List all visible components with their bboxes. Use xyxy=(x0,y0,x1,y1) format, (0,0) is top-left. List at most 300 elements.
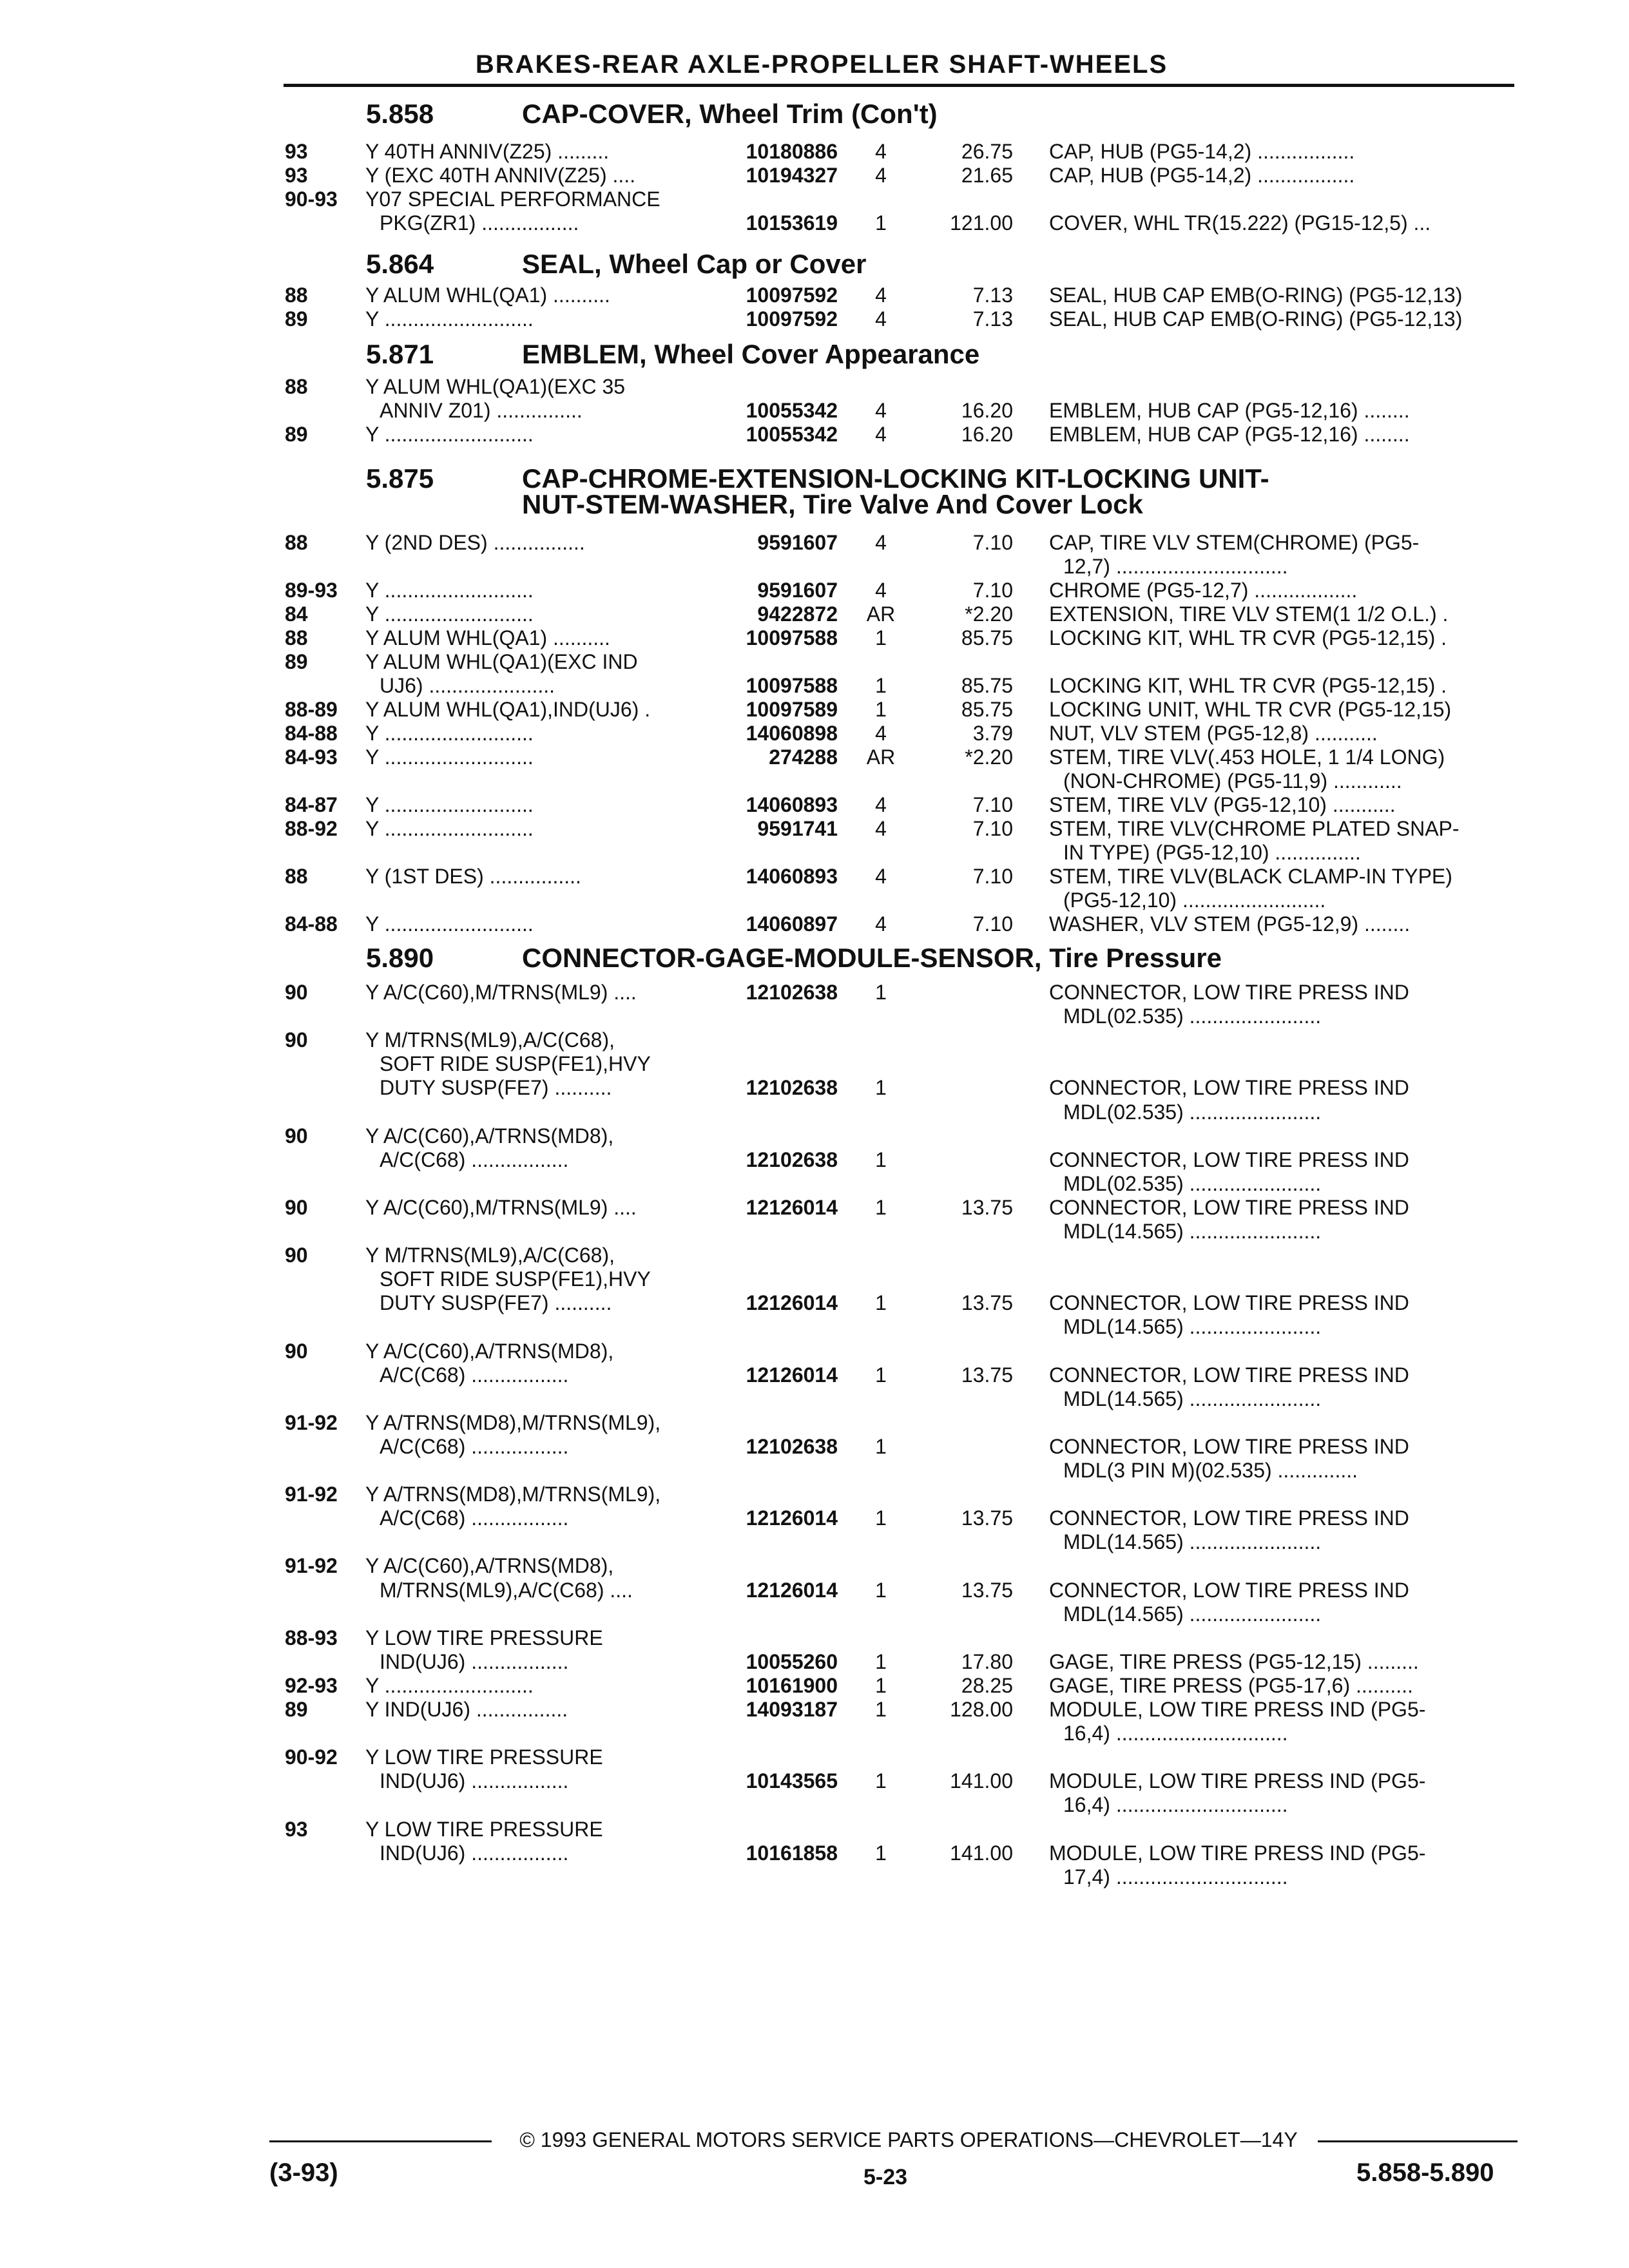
quantity: 1 xyxy=(875,1148,887,1171)
table-row xyxy=(0,697,1629,722)
component-description: CONNECTOR, LOW TIRE PRESS IND xyxy=(1049,1435,1409,1458)
table-row xyxy=(0,1266,1629,1292)
table-row xyxy=(0,887,1629,913)
component-description: MDL(02.535) ....................... xyxy=(1063,1004,1322,1028)
price: 141.00 xyxy=(950,1769,1013,1792)
part-number: 10097592 xyxy=(746,284,838,307)
model-year: 93 xyxy=(285,140,308,163)
application-description: Y .......................... xyxy=(365,793,534,816)
price: 7.10 xyxy=(972,793,1013,816)
model-year: 90 xyxy=(285,1196,308,1219)
section-heading xyxy=(0,338,1629,370)
component-description: CAP, HUB (PG5-14,2) ................. xyxy=(1049,164,1355,187)
model-year: 88 xyxy=(285,531,308,554)
application-description: M/TRNS(ML9),A/C(C68) .... xyxy=(380,1579,633,1602)
section-title: CAP-COVER, Wheel Trim (Con't) xyxy=(522,99,938,129)
component-description: IN TYPE) (PG5-12,10) ............... xyxy=(1063,841,1361,864)
section-number: 5.864 xyxy=(366,249,434,279)
model-year: 84-88 xyxy=(285,722,338,745)
price: 7.10 xyxy=(972,865,1013,888)
part-number: 12126014 xyxy=(746,1363,838,1387)
table-row xyxy=(0,1242,1629,1268)
model-year: 84-93 xyxy=(285,745,338,769)
table-row xyxy=(0,139,1629,164)
component-description: EXTENSION, TIRE VLV STEM(1 1/2 O.L.) . xyxy=(1049,602,1449,626)
table-row xyxy=(0,1051,1629,1077)
part-number: 9591607 xyxy=(757,579,838,602)
application-description: Y LOW TIRE PRESSURE xyxy=(365,1626,603,1649)
table-row xyxy=(0,1171,1629,1196)
application-description: Y ALUM WHL(QA1) .......... xyxy=(365,284,610,307)
table-row xyxy=(0,398,1629,423)
quantity: 1 xyxy=(875,626,887,649)
quantity: 4 xyxy=(875,284,887,307)
section-heading-continued xyxy=(0,488,1629,521)
table-row xyxy=(0,1625,1629,1651)
part-number: 14093187 xyxy=(746,1698,838,1721)
component-description: LOCKING KIT, WHL TR CVR (PG5-12,15) . xyxy=(1049,674,1447,697)
model-year: 91-92 xyxy=(285,1483,338,1506)
application-description: Y .......................... xyxy=(365,1674,534,1697)
table-row xyxy=(0,1147,1629,1173)
price: 7.10 xyxy=(972,579,1013,602)
price: 16.20 xyxy=(961,399,1013,422)
price: 128.00 xyxy=(950,1698,1013,1721)
application-description: Y (EXC 40TH ANNIV(Z25) .... xyxy=(365,164,636,187)
table-row xyxy=(0,1768,1629,1794)
table-row xyxy=(0,553,1629,579)
model-year: 88 xyxy=(285,626,308,649)
part-number: 274288 xyxy=(769,745,838,769)
section-title: CAP-CHROME-EXTENSION-LOCKING KIT-LOCKING UNIT- xyxy=(522,463,1269,494)
component-description: CONNECTOR, LOW TIRE PRESS IND xyxy=(1049,1196,1409,1219)
table-row xyxy=(0,1003,1629,1029)
component-description: EMBLEM, HUB CAP (PG5-12,16) ........ xyxy=(1049,423,1410,446)
section-title: CONNECTOR-GAGE-MODULE-SENSOR, Tire Pressure xyxy=(522,943,1222,973)
part-number: 10153619 xyxy=(746,211,838,235)
table-row xyxy=(0,1673,1629,1698)
model-year: 88-93 xyxy=(285,1626,338,1649)
revision-date: (3-93) xyxy=(269,2158,338,2187)
component-description: CONNECTOR, LOW TIRE PRESS IND xyxy=(1049,1291,1409,1314)
component-description: MDL(02.535) ....................... xyxy=(1063,1100,1322,1124)
component-description: MDL(14.565) ....................... xyxy=(1063,1315,1322,1338)
quantity: 1 xyxy=(875,1076,887,1099)
section-range: 5.858-5.890 xyxy=(1356,2158,1494,2187)
application-description: Y ALUM WHL(QA1),IND(UJ6) . xyxy=(365,698,651,721)
application-description: PKG(ZR1) ................. xyxy=(380,211,579,235)
part-number: 10097588 xyxy=(746,626,838,649)
price: 26.75 xyxy=(961,140,1013,163)
price: 85.75 xyxy=(961,674,1013,697)
application-description: Y M/TRNS(ML9),A/C(C68), xyxy=(365,1028,615,1052)
table-row xyxy=(0,1218,1629,1244)
table-row xyxy=(0,1481,1629,1507)
application-description: Y 40TH ANNIV(Z25) ......... xyxy=(365,140,610,163)
price: 7.10 xyxy=(972,912,1013,936)
section-number: 5.890 xyxy=(366,943,434,973)
application-description: Y .......................... xyxy=(365,602,534,626)
quantity: AR xyxy=(866,602,896,626)
part-number: 14060893 xyxy=(746,793,838,816)
quantity: 4 xyxy=(875,140,887,163)
application-description: UJ6) ...................... xyxy=(380,674,555,697)
price: 85.75 xyxy=(961,698,1013,721)
application-description: A/C(C68) ................. xyxy=(380,1506,569,1530)
model-year: 91-92 xyxy=(285,1411,338,1434)
quantity: 1 xyxy=(875,1841,887,1865)
part-number: 14060897 xyxy=(746,912,838,936)
quantity: 4 xyxy=(875,912,887,936)
table-row xyxy=(0,577,1629,603)
table-row xyxy=(0,282,1629,308)
component-description: CONNECTOR, LOW TIRE PRESS IND xyxy=(1049,1506,1409,1530)
quantity: 1 xyxy=(875,1291,887,1314)
section-heading xyxy=(0,248,1629,280)
part-number: 12126014 xyxy=(746,1196,838,1219)
model-year: 90 xyxy=(285,981,308,1004)
component-description: MODULE, LOW TIRE PRESS IND (PG5- xyxy=(1049,1698,1426,1721)
component-description: CHROME (PG5-12,7) .................. xyxy=(1049,579,1358,602)
application-description: Y07 SPECIAL PERFORMANCE xyxy=(365,187,660,211)
component-description: SEAL, HUB CAP EMB(O-RING) (PG5-12,13) xyxy=(1049,284,1463,307)
section-title: EMBLEM, Wheel Cover Appearance xyxy=(522,339,980,369)
table-row xyxy=(0,1338,1629,1364)
quantity: 1 xyxy=(875,211,887,235)
model-year: 89 xyxy=(285,650,308,673)
table-row xyxy=(0,840,1629,865)
table-row xyxy=(0,1457,1629,1483)
component-description: COVER, WHL TR(15.222) (PG15-12,5) ... xyxy=(1049,211,1431,235)
table-row xyxy=(0,1195,1629,1220)
price: 7.13 xyxy=(972,307,1013,331)
application-description: SOFT RIDE SUSP(FE1),HVY xyxy=(380,1052,651,1075)
component-description: MDL(14.565) ....................... xyxy=(1063,1220,1322,1243)
table-row xyxy=(0,306,1629,332)
component-description: 12,7) .............................. xyxy=(1063,555,1288,578)
application-description: Y .......................... xyxy=(365,817,534,840)
component-description: MDL(3 PIN M)(02.535) .............. xyxy=(1063,1459,1358,1482)
price: 17.80 xyxy=(961,1650,1013,1673)
quantity: 1 xyxy=(875,1698,887,1721)
application-description: SOFT RIDE SUSP(FE1),HVY xyxy=(380,1267,651,1291)
component-description: (PG5-12,10) ......................... xyxy=(1063,889,1326,912)
component-description: CONNECTOR, LOW TIRE PRESS IND xyxy=(1049,1579,1409,1602)
quantity: 1 xyxy=(875,698,887,721)
component-description: SEAL, HUB CAP EMB(O-RING) (PG5-12,13) xyxy=(1049,307,1463,331)
price: 13.75 xyxy=(961,1291,1013,1314)
price: *2.20 xyxy=(965,602,1013,626)
footer-rule-right xyxy=(1318,2140,1518,2142)
table-row xyxy=(0,1816,1629,1842)
component-description: EMBLEM, HUB CAP (PG5-12,16) ........ xyxy=(1049,399,1410,422)
price: 16.20 xyxy=(961,423,1013,446)
application-description: Y ALUM WHL(QA1)(EXC 35 xyxy=(365,375,626,398)
application-description: IND(UJ6) ................. xyxy=(380,1769,569,1792)
table-row xyxy=(0,530,1629,555)
model-year: 88 xyxy=(285,375,308,398)
part-number: 10194327 xyxy=(746,164,838,187)
price: 13.75 xyxy=(961,1506,1013,1530)
application-description: Y A/TRNS(MD8),M/TRNS(ML9), xyxy=(365,1483,661,1506)
section-heading xyxy=(0,98,1629,130)
price: 141.00 xyxy=(950,1841,1013,1865)
table-row xyxy=(0,649,1629,675)
part-number: 14060898 xyxy=(746,722,838,745)
application-description: DUTY SUSP(FE7) .......... xyxy=(380,1076,612,1099)
component-description: STEM, TIRE VLV(BLACK CLAMP-IN TYPE) xyxy=(1049,865,1452,888)
table-row xyxy=(0,720,1629,746)
component-description: MDL(02.535) ....................... xyxy=(1063,1172,1322,1195)
model-year: 92-93 xyxy=(285,1674,338,1697)
price: 85.75 xyxy=(961,626,1013,649)
page-number: 5-23 xyxy=(863,2165,908,2189)
part-number: 10097592 xyxy=(746,307,838,331)
application-description: Y .......................... xyxy=(365,745,534,769)
model-year: 89 xyxy=(285,1698,308,1721)
part-number: 10143565 xyxy=(746,1769,838,1792)
table-row xyxy=(0,768,1629,794)
component-description: STEM, TIRE VLV (PG5-12,10) ........... xyxy=(1049,793,1396,816)
table-row xyxy=(0,1649,1629,1675)
table-row xyxy=(0,1290,1629,1316)
component-description: CAP, TIRE VLV STEM(CHROME) (PG5- xyxy=(1049,531,1420,554)
application-description: Y LOW TIRE PRESSURE xyxy=(365,1745,603,1769)
component-description: 16,4) .............................. xyxy=(1063,1793,1288,1816)
application-description: IND(UJ6) ................. xyxy=(380,1841,569,1865)
application-description: Y A/C(C60),A/TRNS(MD8), xyxy=(365,1340,614,1363)
table-row xyxy=(0,1864,1629,1890)
quantity: 1 xyxy=(875,1650,887,1673)
part-number: 10180886 xyxy=(746,140,838,163)
table-row xyxy=(0,1553,1629,1579)
table-row xyxy=(0,673,1629,698)
section-title-line2: NUT-STEM-WASHER, Tire Valve And Cover Lock xyxy=(522,489,1143,519)
section-number: 5.871 xyxy=(366,339,434,369)
quantity: 1 xyxy=(875,1363,887,1387)
part-number: 12102638 xyxy=(746,1076,838,1099)
price: *2.20 xyxy=(965,745,1013,769)
table-row xyxy=(0,1410,1629,1436)
price: 3.79 xyxy=(972,722,1013,745)
part-number: 12126014 xyxy=(746,1506,838,1530)
model-year: 93 xyxy=(285,164,308,187)
component-description: MDL(14.565) ....................... xyxy=(1063,1530,1322,1553)
component-description: NUT, VLV STEM (PG5-12,8) ........... xyxy=(1049,722,1378,745)
model-year: 88-92 xyxy=(285,817,338,840)
part-number: 10097589 xyxy=(746,698,838,721)
table-row xyxy=(0,911,1629,937)
part-number: 10161858 xyxy=(746,1841,838,1865)
quantity: 4 xyxy=(875,164,887,187)
component-description: STEM, TIRE VLV(.453 HOLE, 1 1/4 LONG) xyxy=(1049,745,1445,769)
application-description: Y IND(UJ6) ................ xyxy=(365,1698,568,1721)
page-header-title: BRAKES-REAR AXLE-PROPELLER SHAFT-WHEELS xyxy=(475,50,1168,79)
price: 13.75 xyxy=(961,1579,1013,1602)
table-row xyxy=(0,1577,1629,1603)
component-description: MODULE, LOW TIRE PRESS IND (PG5- xyxy=(1049,1769,1426,1792)
model-year: 89 xyxy=(285,423,308,446)
part-number: 9591741 xyxy=(757,817,838,840)
application-description: Y M/TRNS(ML9),A/C(C68), xyxy=(365,1244,615,1267)
model-year: 90 xyxy=(285,1244,308,1267)
part-number: 10055260 xyxy=(746,1650,838,1673)
quantity: 1 xyxy=(875,1769,887,1792)
model-year: 88 xyxy=(285,865,308,888)
model-year: 93 xyxy=(285,1818,308,1841)
component-description: GAGE, TIRE PRESS (PG5-17,6) .......... xyxy=(1049,1674,1413,1697)
application-description: Y A/C(C60),M/TRNS(ML9) .... xyxy=(365,1196,637,1219)
price: 121.00 xyxy=(950,211,1013,235)
application-description: Y (2ND DES) ................ xyxy=(365,531,585,554)
quantity: 4 xyxy=(875,865,887,888)
part-number: 12102638 xyxy=(746,1435,838,1458)
quantity: 4 xyxy=(875,423,887,446)
table-row xyxy=(0,1720,1629,1746)
component-description: (NON-CHROME) (PG5-11,9) ............ xyxy=(1063,769,1402,793)
price: 7.13 xyxy=(972,284,1013,307)
price: 13.75 xyxy=(961,1363,1013,1387)
application-description: ANNIV Z01) ............... xyxy=(380,399,583,422)
component-description: CONNECTOR, LOW TIRE PRESS IND xyxy=(1049,1148,1409,1171)
table-row xyxy=(0,1601,1629,1627)
application-description: IND(UJ6) ................. xyxy=(380,1650,569,1673)
table-row xyxy=(0,1075,1629,1100)
table-row xyxy=(0,186,1629,212)
section-heading xyxy=(0,942,1629,974)
quantity: 4 xyxy=(875,579,887,602)
quantity: 1 xyxy=(875,1579,887,1602)
quantity: 1 xyxy=(875,1506,887,1530)
application-description: Y .......................... xyxy=(365,579,534,602)
table-row xyxy=(0,421,1629,447)
model-year: 88 xyxy=(285,284,308,307)
part-number: 10055342 xyxy=(746,423,838,446)
quantity: 1 xyxy=(875,674,887,697)
application-description: Y A/C(C60),A/TRNS(MD8), xyxy=(365,1124,614,1148)
application-description: DUTY SUSP(FE7) .......... xyxy=(380,1291,612,1314)
header-rule xyxy=(284,84,1514,87)
price: 13.75 xyxy=(961,1196,1013,1219)
application-description: Y .......................... xyxy=(365,307,534,331)
copyright-note: © 1993 GENERAL MOTORS SERVICE PARTS OPERATIONS—CHEVROLET—14Y xyxy=(519,2128,1298,2151)
part-number: 12126014 xyxy=(746,1291,838,1314)
quantity: 4 xyxy=(875,307,887,331)
application-description: Y A/C(C60),M/TRNS(ML9) .... xyxy=(365,981,637,1004)
table-row xyxy=(0,1386,1629,1412)
application-description: Y ALUM WHL(QA1) .......... xyxy=(365,626,610,649)
part-number: 9422872 xyxy=(757,602,838,626)
table-row xyxy=(0,744,1629,770)
component-description: CONNECTOR, LOW TIRE PRESS IND xyxy=(1049,1363,1409,1387)
table-row xyxy=(0,1792,1629,1818)
table-row xyxy=(0,601,1629,627)
table-row xyxy=(0,1744,1629,1770)
part-number: 12102638 xyxy=(746,981,838,1004)
quantity: 1 xyxy=(875,1196,887,1219)
model-year: 90-93 xyxy=(285,187,338,211)
model-year: 84-88 xyxy=(285,912,338,936)
application-description: Y A/TRNS(MD8),M/TRNS(ML9), xyxy=(365,1411,661,1434)
table-row xyxy=(0,210,1629,236)
component-description: CAP, HUB (PG5-14,2) ................. xyxy=(1049,140,1355,163)
table-row xyxy=(0,816,1629,841)
application-description: A/C(C68) ................. xyxy=(380,1363,569,1387)
model-year: 89 xyxy=(285,307,308,331)
model-year: 90-92 xyxy=(285,1745,338,1769)
component-description: LOCKING KIT, WHL TR CVR (PG5-12,15) . xyxy=(1049,626,1447,649)
model-year: 84 xyxy=(285,602,308,626)
application-description: A/C(C68) ................. xyxy=(380,1148,569,1171)
application-description: Y ALUM WHL(QA1)(EXC IND xyxy=(365,650,638,673)
component-description: GAGE, TIRE PRESS (PG5-12,15) ......... xyxy=(1049,1650,1419,1673)
table-row xyxy=(0,1434,1629,1459)
component-description: MDL(14.565) ....................... xyxy=(1063,1602,1322,1626)
price: 28.25 xyxy=(961,1674,1013,1697)
part-number: 10161900 xyxy=(746,1674,838,1697)
footer-rule-left xyxy=(269,2140,492,2142)
quantity: 1 xyxy=(875,1435,887,1458)
table-row xyxy=(0,1696,1629,1722)
quantity: 4 xyxy=(875,793,887,816)
table-row xyxy=(0,979,1629,1005)
model-year: 91-92 xyxy=(285,1554,338,1577)
model-year: 90 xyxy=(285,1028,308,1052)
table-row xyxy=(0,1840,1629,1866)
table-row xyxy=(0,1099,1629,1125)
application-description: Y .......................... xyxy=(365,912,534,936)
component-description: MODULE, LOW TIRE PRESS IND (PG5- xyxy=(1049,1841,1426,1865)
application-description: Y LOW TIRE PRESSURE xyxy=(365,1818,603,1841)
application-description: A/C(C68) ................. xyxy=(380,1435,569,1458)
application-description: Y A/C(C60),A/TRNS(MD8), xyxy=(365,1554,614,1577)
part-number: 14060893 xyxy=(746,865,838,888)
table-row xyxy=(0,1505,1629,1531)
price: 7.10 xyxy=(972,531,1013,554)
component-description: WASHER, VLV STEM (PG5-12,9) ........ xyxy=(1049,912,1411,936)
section-title: SEAL, Wheel Cap or Cover xyxy=(522,249,867,279)
part-number: 9591607 xyxy=(757,531,838,554)
section-number: 5.875 xyxy=(366,463,434,494)
application-description: Y (1ST DES) ................ xyxy=(365,865,581,888)
quantity: 1 xyxy=(875,981,887,1004)
component-description: MDL(14.565) ....................... xyxy=(1063,1387,1322,1410)
component-description: CONNECTOR, LOW TIRE PRESS IND xyxy=(1049,1076,1409,1099)
price: 21.65 xyxy=(961,164,1013,187)
table-row xyxy=(0,625,1629,651)
component-description: LOCKING UNIT, WHL TR CVR (PG5-12,15) xyxy=(1049,698,1452,721)
table-row xyxy=(0,1529,1629,1555)
model-year: 89-93 xyxy=(285,579,338,602)
model-year: 84-87 xyxy=(285,793,338,816)
quantity: AR xyxy=(866,745,896,769)
quantity: 4 xyxy=(875,531,887,554)
part-number: 10097588 xyxy=(746,674,838,697)
application-description: Y .......................... xyxy=(365,722,534,745)
part-number: 12102638 xyxy=(746,1148,838,1171)
price: 7.10 xyxy=(972,817,1013,840)
component-description: STEM, TIRE VLV(CHROME PLATED SNAP- xyxy=(1049,817,1460,840)
component-description: 17,4) .............................. xyxy=(1063,1865,1288,1888)
part-number: 10055342 xyxy=(746,399,838,422)
quantity: 4 xyxy=(875,817,887,840)
quantity: 4 xyxy=(875,722,887,745)
model-year: 90 xyxy=(285,1340,308,1363)
quantity: 1 xyxy=(875,1674,887,1697)
table-row xyxy=(0,1027,1629,1053)
quantity: 4 xyxy=(875,399,887,422)
section-number: 5.858 xyxy=(366,99,434,129)
